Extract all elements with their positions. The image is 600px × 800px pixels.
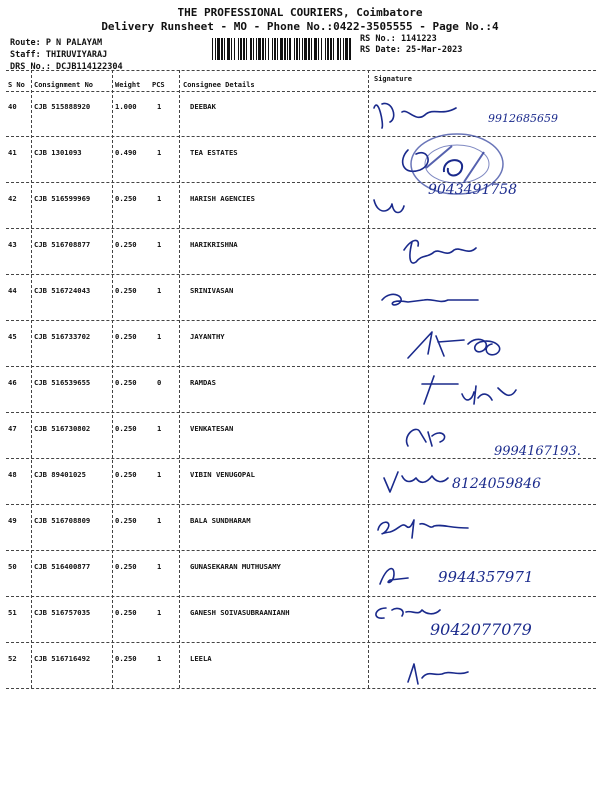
row-pcs: 1: [157, 148, 162, 157]
row-separator: [6, 366, 596, 367]
row-weight: 0.250: [115, 654, 137, 663]
row-consignee-name: GUNASEKARAN MUTHUSAMY: [190, 562, 281, 571]
row-consignment-no: CJB 516730802: [34, 424, 91, 433]
row-sno: 45: [8, 332, 17, 341]
row-consignee-name: HARISH AGENCIES: [190, 194, 255, 203]
row-pcs: 1: [157, 286, 162, 295]
handwritten-phone-number: 8124059846: [452, 476, 542, 492]
row-consignee-name: BALA SUNDHARAM: [190, 516, 251, 525]
route-label: Route: P N PALAYAM: [10, 38, 103, 48]
row-pcs: 1: [157, 194, 162, 203]
row-sno: 43: [8, 240, 17, 249]
row-consignment-no: CJB 1301093: [34, 148, 82, 157]
handwritten-phone-number: 9994167193.: [494, 444, 581, 459]
row-separator: [6, 274, 596, 275]
row-sno: 42: [8, 194, 17, 203]
row-separator: [6, 596, 596, 597]
row-consignment-no: CJB 516599969: [34, 194, 91, 203]
handwritten-signature: [368, 278, 596, 322]
row-pcs: 1: [157, 240, 162, 249]
row-pcs: 0: [157, 378, 162, 387]
row-consignee-name: TEA ESTATES: [190, 148, 238, 157]
row-separator: [6, 320, 596, 321]
barcode-image: [212, 38, 352, 60]
handwritten-signature: [368, 508, 596, 552]
row-weight: 0.490: [115, 148, 137, 157]
handwritten-signature: [368, 370, 596, 414]
drs-label: DRS No.: DCJB114122304: [10, 62, 123, 72]
row-sno: 46: [8, 378, 17, 387]
row-weight: 0.250: [115, 608, 137, 617]
col-header-sno: S No: [8, 81, 25, 89]
row-consignment-no: CJB 516757035: [34, 608, 91, 617]
row-sno: 47: [8, 424, 17, 433]
row-consignment-no: CJB 516539655: [34, 378, 91, 387]
row-weight: 0.250: [115, 516, 137, 525]
row-pcs: 1: [157, 562, 162, 571]
row-consignee-name: VIBIN VENUGOPAL: [190, 470, 255, 479]
row-consignee-name: GANESH SOIVASUBRAANIANH: [190, 608, 290, 617]
row-consignment-no: CJB 516400877: [34, 562, 91, 571]
handwritten-phone-number: 9043491758: [428, 182, 518, 198]
row-weight: 0.250: [115, 470, 137, 479]
col-header-weight: Weight: [115, 81, 141, 89]
handwritten-phone-number: 9042077079: [430, 620, 532, 639]
row-pcs: 1: [157, 608, 162, 617]
row-consignee-name: RAMDAS: [190, 378, 216, 387]
row-consignment-no: CJB 516716492: [34, 654, 91, 663]
col-header-consignment: Consignment No: [34, 81, 94, 89]
handwritten-signature: [368, 324, 596, 368]
row-pcs: 1: [157, 424, 162, 433]
row-separator: [6, 504, 596, 505]
company-title: THE PROFESSIONAL COURIERS, Coimbatore: [177, 6, 423, 19]
row-consignment-no: CJB 516708809: [34, 516, 91, 525]
row-consignee-name: VENKATESAN: [190, 424, 234, 433]
runsheet-title: Delivery Runsheet - MO - Phone No.:0422-3505555 - Page No.:4: [101, 20, 499, 33]
row-sno: 41: [8, 148, 17, 157]
company-stamp-graphic: [404, 128, 510, 198]
row-separator: [6, 228, 596, 229]
row-consignee-name: DEEBAK: [190, 102, 216, 111]
row-weight: 0.250: [115, 378, 137, 387]
row-sno: 51: [8, 608, 17, 617]
row-pcs: 1: [157, 654, 162, 663]
row-consignee-name: JAYANTHY: [190, 332, 225, 341]
col-header-signature: Signature: [374, 75, 412, 83]
row-sno: 50: [8, 562, 17, 571]
handwritten-phone-number: 9912685659: [488, 112, 558, 125]
staff-label: Staff: THIRUVIYARAJ: [10, 50, 108, 60]
row-pcs: 1: [157, 470, 162, 479]
rs-number: RS No.: 1141223: [360, 34, 437, 44]
row-pcs: 1: [157, 516, 162, 525]
row-sno: 48: [8, 470, 17, 479]
row-pcs: 1: [157, 102, 162, 111]
row-sno: 44: [8, 286, 17, 295]
row-separator: [6, 688, 596, 689]
row-sno: 40: [8, 102, 17, 111]
row-consignment-no: CJB 516708877: [34, 240, 91, 249]
row-weight: 0.250: [115, 240, 137, 249]
row-weight: 1.000: [115, 102, 137, 111]
row-sno: 52: [8, 654, 17, 663]
row-weight: 0.250: [115, 286, 137, 295]
row-consignee-name: LEELA: [190, 654, 212, 663]
rs-date: RS Date: 25-Mar-2023: [360, 45, 463, 55]
row-sno: 49: [8, 516, 17, 525]
handwritten-signature: [368, 232, 596, 276]
col-header-pcs: PCS: [152, 81, 165, 89]
row-separator: [6, 642, 596, 643]
row-pcs: 1: [157, 332, 162, 341]
row-consignment-no: CJB 516724043: [34, 286, 91, 295]
header-rule: [6, 91, 596, 92]
handwritten-signature: [368, 646, 596, 690]
col-header-consignee: Consignee Details: [183, 81, 255, 89]
row-weight: 0.250: [115, 562, 137, 571]
row-consignee-name: SRINIVASAN: [190, 286, 234, 295]
row-consignment-no: CJB 515888920: [34, 102, 91, 111]
row-weight: 0.250: [115, 332, 137, 341]
row-weight: 0.250: [115, 424, 137, 433]
row-consignment-no: CJB 516733702: [34, 332, 91, 341]
row-consignee-name: HARIKRISHNA: [190, 240, 238, 249]
table-top-rule: [6, 70, 596, 71]
row-consignment-no: CJB 89401025: [34, 470, 86, 479]
row-separator: [6, 550, 596, 551]
row-separator: [6, 412, 596, 413]
row-weight: 0.250: [115, 194, 137, 203]
handwritten-phone-number: 9944357971: [438, 568, 534, 586]
row-separator: [6, 458, 596, 459]
